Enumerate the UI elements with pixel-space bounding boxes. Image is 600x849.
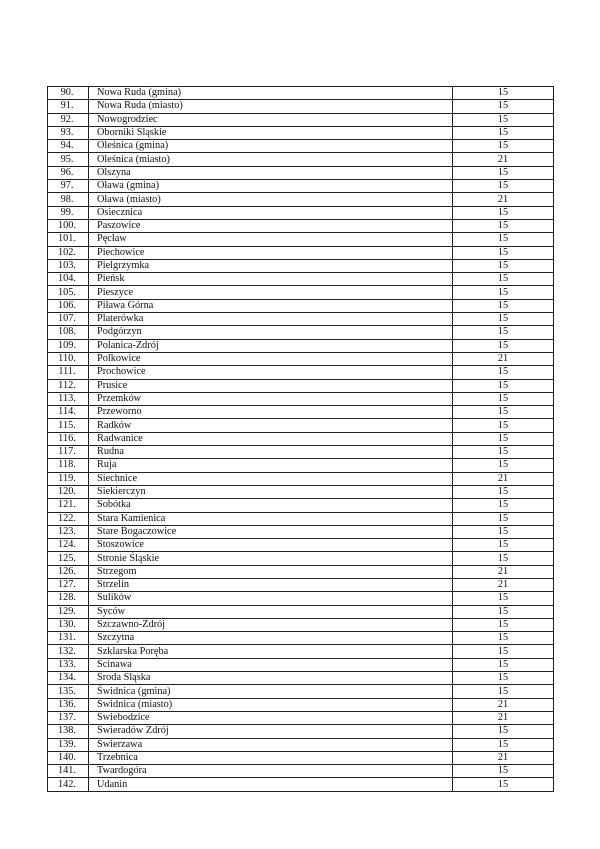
table-row	[48, 326, 554, 339]
municipality-name-cell: Oborniki Śląskie	[89, 126, 453, 139]
row-number-cell: 111.	[48, 366, 89, 379]
value-cell: 15	[453, 87, 554, 100]
row-number-cell: 109.	[48, 339, 89, 352]
municipality-name-cell: Pielgrzymka	[89, 259, 453, 272]
municipality-name-cell: Szczawno-Zdrój	[89, 618, 453, 631]
table-row	[48, 605, 554, 618]
row-number-cell: 113.	[48, 392, 89, 405]
municipality-name-cell: Ruja	[89, 459, 453, 472]
municipality-name-cell: Polkowice	[89, 352, 453, 365]
row-number-cell: 116.	[48, 432, 89, 445]
value-cell: 15	[453, 339, 554, 352]
table-row	[48, 632, 554, 645]
municipality-name-cell: Nowogrodziec	[89, 113, 453, 126]
municipality-name-cell: Sulików	[89, 592, 453, 605]
table-row	[48, 565, 554, 578]
table-row	[48, 778, 554, 791]
row-number-cell: 139.	[48, 738, 89, 751]
value-cell: 15	[453, 632, 554, 645]
municipality-name-cell: Nowa Ruda (gmina)	[89, 87, 453, 100]
table-row	[48, 552, 554, 565]
value-cell: 15	[453, 765, 554, 778]
value-cell: 21	[453, 751, 554, 764]
value-cell: 21	[453, 698, 554, 711]
municipality-name-cell: Świeradów Zdrój	[89, 725, 453, 738]
municipality-name-cell: Udanin	[89, 778, 453, 791]
municipality-name-cell: Twardogóra	[89, 765, 453, 778]
row-number-cell: 134.	[48, 672, 89, 685]
value-cell: 15	[453, 459, 554, 472]
table-row	[48, 419, 554, 432]
municipality-name-cell: Olszyna	[89, 166, 453, 179]
row-number-cell: 123.	[48, 525, 89, 538]
municipality-name-cell: Radków	[89, 419, 453, 432]
value-cell: 15	[453, 206, 554, 219]
value-cell: 21	[453, 711, 554, 724]
table-row	[48, 711, 554, 724]
table-row	[48, 512, 554, 525]
municipality-name-cell: Paszowice	[89, 219, 453, 232]
table-row	[48, 286, 554, 299]
row-number-cell: 114.	[48, 406, 89, 419]
municipality-name-cell: Polanica-Zdrój	[89, 339, 453, 352]
value-cell: 21	[453, 565, 554, 578]
row-number-cell: 125.	[48, 552, 89, 565]
value-cell: 15	[453, 432, 554, 445]
table-row	[48, 725, 554, 738]
table-row	[48, 206, 554, 219]
row-number-cell: 99.	[48, 206, 89, 219]
value-cell: 15	[453, 645, 554, 658]
table-row	[48, 392, 554, 405]
table-row	[48, 539, 554, 552]
value-cell: 15	[453, 406, 554, 419]
row-number-cell: 95.	[48, 153, 89, 166]
value-cell: 21	[453, 472, 554, 485]
table-row	[48, 525, 554, 538]
table-row	[48, 273, 554, 286]
row-number-cell: 94.	[48, 140, 89, 153]
table-row	[48, 126, 554, 139]
municipality-name-cell: Pieńsk	[89, 273, 453, 286]
value-cell: 15	[453, 273, 554, 286]
table-row	[48, 485, 554, 498]
value-cell: 15	[453, 366, 554, 379]
table-row	[48, 233, 554, 246]
municipality-name-cell: Świebodzice	[89, 711, 453, 724]
value-cell: 15	[453, 685, 554, 698]
value-cell: 15	[453, 618, 554, 631]
row-number-cell: 128.	[48, 592, 89, 605]
row-number-cell: 120.	[48, 485, 89, 498]
municipality-name-cell: Środa Śląska	[89, 672, 453, 685]
row-number-cell: 115.	[48, 419, 89, 432]
row-number-cell: 90.	[48, 87, 89, 100]
row-number-cell: 137.	[48, 711, 89, 724]
row-number-cell: 135.	[48, 685, 89, 698]
table-row	[48, 685, 554, 698]
municipality-name-cell: Świdnica (gmina)	[89, 685, 453, 698]
row-number-cell: 131.	[48, 632, 89, 645]
value-cell: 15	[453, 592, 554, 605]
table-row	[48, 618, 554, 631]
municipality-name-cell: Pęcław	[89, 233, 453, 246]
table-row	[48, 406, 554, 419]
row-number-cell: 136.	[48, 698, 89, 711]
value-cell: 21	[453, 153, 554, 166]
value-cell: 15	[453, 180, 554, 193]
table-row	[48, 180, 554, 193]
municipality-name-cell: Stare Bogaczowice	[89, 525, 453, 538]
municipality-name-cell: Trzebnica	[89, 751, 453, 764]
value-cell: 15	[453, 605, 554, 618]
value-cell: 15	[453, 166, 554, 179]
table-row	[48, 153, 554, 166]
value-cell: 15	[453, 525, 554, 538]
municipality-name-cell: Osiecznica	[89, 206, 453, 219]
table-row	[48, 578, 554, 591]
table-row	[48, 379, 554, 392]
row-number-cell: 121.	[48, 499, 89, 512]
row-number-cell: 141.	[48, 765, 89, 778]
municipality-name-cell: Świerzawa	[89, 738, 453, 751]
municipality-name-cell: Strzelin	[89, 578, 453, 591]
municipality-name-cell: Oleśnica (miasto)	[89, 153, 453, 166]
municipality-name-cell: Stronie Śląskie	[89, 552, 453, 565]
table-row	[48, 658, 554, 671]
municipality-name-cell: Rudna	[89, 446, 453, 459]
row-number-cell: 118.	[48, 459, 89, 472]
value-cell: 15	[453, 512, 554, 525]
row-number-cell: 103.	[48, 259, 89, 272]
row-number-cell: 140.	[48, 751, 89, 764]
municipality-name-cell: Piława Górna	[89, 299, 453, 312]
row-number-cell: 142.	[48, 778, 89, 791]
table-row	[48, 765, 554, 778]
value-cell: 15	[453, 379, 554, 392]
table-row	[48, 87, 554, 100]
row-number-cell: 91.	[48, 100, 89, 113]
table-row	[48, 100, 554, 113]
row-number-cell: 106.	[48, 299, 89, 312]
table-row	[48, 166, 554, 179]
row-number-cell: 119.	[48, 472, 89, 485]
municipality-name-cell: Szklarska Poręba	[89, 645, 453, 658]
municipality-name-cell: Platerówka	[89, 313, 453, 326]
municipality-name-cell: Sobótka	[89, 499, 453, 512]
row-number-cell: 138.	[48, 725, 89, 738]
table-row	[48, 459, 554, 472]
table-row	[48, 313, 554, 326]
value-cell: 15	[453, 286, 554, 299]
municipality-name-cell: Szczytna	[89, 632, 453, 645]
value-cell: 15	[453, 313, 554, 326]
municipality-name-cell: Stara Kamienica	[89, 512, 453, 525]
row-number-cell: 108.	[48, 326, 89, 339]
municipality-name-cell: Siekierczyn	[89, 485, 453, 498]
row-number-cell: 102.	[48, 246, 89, 259]
row-number-cell: 97.	[48, 180, 89, 193]
table-row	[48, 219, 554, 232]
municipality-name-cell: Oława (miasto)	[89, 193, 453, 206]
municipality-name-cell: Przeworno	[89, 406, 453, 419]
municipality-name-cell: Oława (gmina)	[89, 180, 453, 193]
row-number-cell: 130.	[48, 618, 89, 631]
municipality-name-cell: Stoszowice	[89, 539, 453, 552]
value-cell: 15	[453, 246, 554, 259]
municipality-name-cell: Przemków	[89, 392, 453, 405]
table-row	[48, 366, 554, 379]
value-cell: 15	[453, 539, 554, 552]
table-row	[48, 259, 554, 272]
municipality-name-cell: Oleśnica (gmina)	[89, 140, 453, 153]
table-row	[48, 140, 554, 153]
value-cell: 15	[453, 446, 554, 459]
table-row	[48, 645, 554, 658]
table-row	[48, 193, 554, 206]
value-cell: 15	[453, 499, 554, 512]
value-cell: 15	[453, 233, 554, 246]
row-number-cell: 124.	[48, 539, 89, 552]
municipality-name-cell: Radwanice	[89, 432, 453, 445]
value-cell: 15	[453, 140, 554, 153]
table-row	[48, 472, 554, 485]
value-cell: 15	[453, 126, 554, 139]
municipality-name-cell: Piechowice	[89, 246, 453, 259]
row-number-cell: 100.	[48, 219, 89, 232]
municipality-name-cell: Nowa Ruda (miasto)	[89, 100, 453, 113]
row-number-cell: 96.	[48, 166, 89, 179]
table-row	[48, 738, 554, 751]
table-row	[48, 672, 554, 685]
municipality-name-cell: Pieszyce	[89, 286, 453, 299]
row-number-cell: 132.	[48, 645, 89, 658]
row-number-cell: 98.	[48, 193, 89, 206]
value-cell: 15	[453, 219, 554, 232]
table-row	[48, 246, 554, 259]
row-number-cell: 129.	[48, 605, 89, 618]
value-cell: 21	[453, 193, 554, 206]
municipality-table	[47, 86, 554, 792]
table-row	[48, 352, 554, 365]
table-row	[48, 698, 554, 711]
value-cell: 21	[453, 352, 554, 365]
row-number-cell: 126.	[48, 565, 89, 578]
table-row	[48, 432, 554, 445]
value-cell: 15	[453, 738, 554, 751]
municipality-name-cell: Podgórzyn	[89, 326, 453, 339]
value-cell: 15	[453, 552, 554, 565]
value-cell: 15	[453, 485, 554, 498]
municipality-name-cell: Siechnice	[89, 472, 453, 485]
value-cell: 15	[453, 419, 554, 432]
row-number-cell: 122.	[48, 512, 89, 525]
table-row	[48, 113, 554, 126]
table-body	[48, 87, 554, 792]
table-row	[48, 299, 554, 312]
value-cell: 15	[453, 392, 554, 405]
value-cell: 21	[453, 578, 554, 591]
municipality-name-cell: Prusice	[89, 379, 453, 392]
value-cell: 15	[453, 658, 554, 671]
table-row	[48, 499, 554, 512]
value-cell: 15	[453, 672, 554, 685]
row-number-cell: 112.	[48, 379, 89, 392]
row-number-cell: 117.	[48, 446, 89, 459]
table-row	[48, 592, 554, 605]
row-number-cell: 105.	[48, 286, 89, 299]
table-row	[48, 339, 554, 352]
municipality-name-cell: Ścinawa	[89, 658, 453, 671]
row-number-cell: 127.	[48, 578, 89, 591]
value-cell: 15	[453, 725, 554, 738]
municipality-name-cell: Świdnica (miasto)	[89, 698, 453, 711]
table-row	[48, 751, 554, 764]
value-cell: 15	[453, 326, 554, 339]
row-number-cell: 110.	[48, 352, 89, 365]
row-number-cell: 104.	[48, 273, 89, 286]
row-number-cell: 101.	[48, 233, 89, 246]
table-row	[48, 446, 554, 459]
row-number-cell: 93.	[48, 126, 89, 139]
municipality-name-cell: Syców	[89, 605, 453, 618]
row-number-cell: 107.	[48, 313, 89, 326]
row-number-cell: 133.	[48, 658, 89, 671]
value-cell: 15	[453, 259, 554, 272]
value-cell: 15	[453, 299, 554, 312]
municipality-name-cell: Prochowice	[89, 366, 453, 379]
value-cell: 15	[453, 113, 554, 126]
value-cell: 15	[453, 100, 554, 113]
row-number-cell: 92.	[48, 113, 89, 126]
municipality-name-cell: Strzegom	[89, 565, 453, 578]
value-cell: 15	[453, 778, 554, 791]
